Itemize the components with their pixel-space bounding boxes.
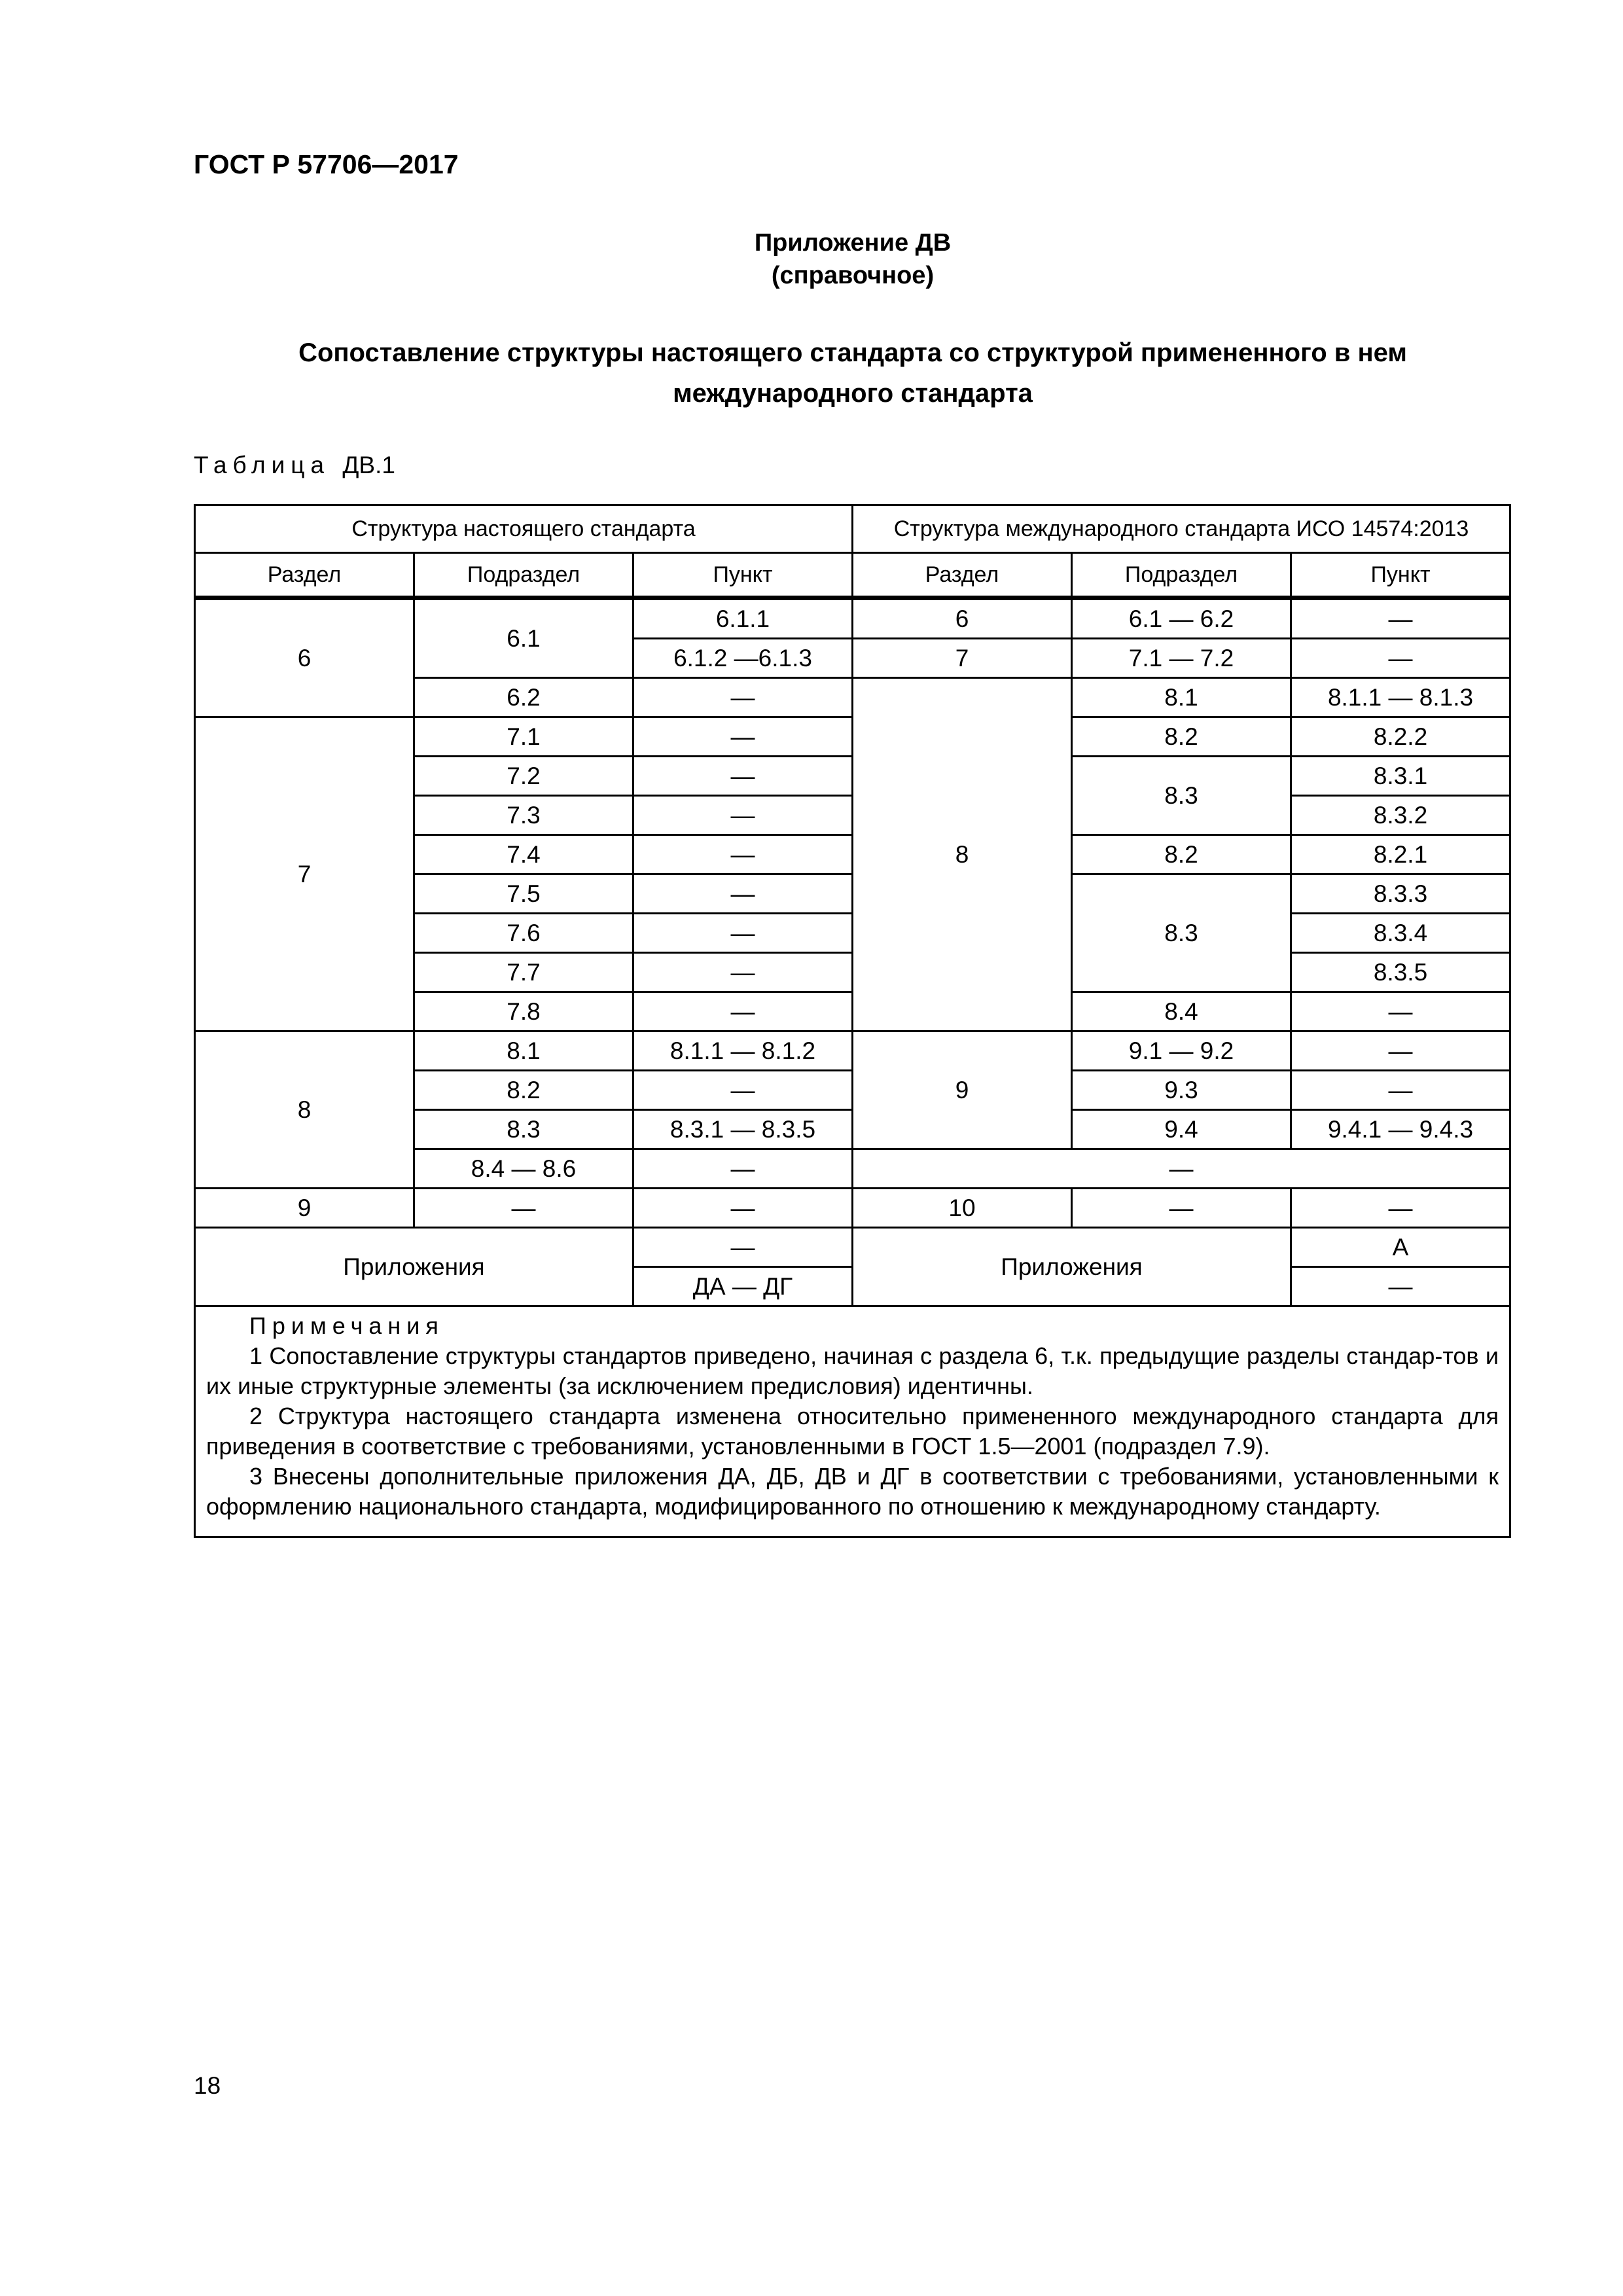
table-cell: 8.3.2 [1291, 796, 1510, 835]
table-group-header-row [195, 505, 1510, 553]
table-cell: — [1291, 598, 1510, 639]
main-title [194, 332, 1512, 414]
table-cell: 8.3.5 [1291, 953, 1510, 992]
table-row [195, 1228, 1510, 1267]
table-cell: — [1072, 1189, 1291, 1228]
table-cell: Приложения [853, 1228, 1291, 1306]
table-cell: 7 [195, 717, 414, 1031]
table-cell: 8.3.4 [1291, 914, 1510, 953]
table-cell: — [633, 874, 853, 914]
table-row [195, 1189, 1510, 1228]
table-cell: — [633, 835, 853, 874]
column-header: Подраздел [1072, 553, 1291, 598]
table-cell: — [633, 914, 853, 953]
table-cell: 8.2 [1072, 835, 1291, 874]
table-cell: 8.4 [1072, 992, 1291, 1031]
annex-heading [194, 226, 1512, 292]
table-cell: 8.1.1 — 8.1.3 [1291, 678, 1510, 717]
table-cell: 6.1 [414, 598, 633, 678]
table-cell: — [1291, 992, 1510, 1031]
table-cell: 8.2 [1072, 717, 1291, 757]
table-cell: 8 [195, 1031, 414, 1189]
table-cell: 8.1.1 — 8.1.2 [633, 1031, 853, 1071]
table-cell: — [1291, 1189, 1510, 1228]
table-cell: — [633, 1149, 853, 1189]
annex-title: Приложение ДВ [754, 229, 952, 257]
main-title-line-2: международного стандарта [673, 379, 1033, 408]
table-cell: — [633, 1071, 853, 1110]
table-cell: 8.2.2 [1291, 717, 1510, 757]
table-cell: 6.1 — 6.2 [1072, 598, 1291, 639]
table-cell: 8.1 [1072, 678, 1291, 717]
table-cell: — [1291, 1071, 1510, 1110]
table-cell: 7 [853, 639, 1072, 678]
table-cell: — [633, 717, 853, 757]
column-header: Пункт [633, 553, 853, 598]
table-cell: 7.6 [414, 914, 633, 953]
table-cell: 8.3.1 — 8.3.5 [633, 1110, 853, 1149]
table-cell: — [414, 1189, 633, 1228]
table-cell: — [1291, 639, 1510, 678]
table-cell: 9.1 — 9.2 [1072, 1031, 1291, 1071]
table-cell: 8.3 [1072, 757, 1291, 835]
table-cell: 7.4 [414, 835, 633, 874]
group-header-international: Структура международного стандарта ИСО 14574:2013 [853, 505, 1510, 553]
note-2: 2 Структура настоящего стандарта изменена относительно примененного международного стандарта для приведения в соответствие с требованиями, установленными в ГОСТ 1.5—2001 (подраздел 7.9). [206, 1403, 1499, 1460]
table-cell: 8.3.3 [1291, 874, 1510, 914]
table-caption [194, 452, 395, 479]
table-cell: 7.8 [414, 992, 633, 1031]
note-1: 1 Сопоставление структуры стандартов приведено, начиная с раздела 6, т.к. предыдущие разделы стандар-тов и их иные структурные элементы (за исключением предисловия) идентичны. [206, 1342, 1499, 1399]
table-cell: 9.3 [1072, 1071, 1291, 1110]
table-cell: 9.4.1 — 9.4.3 [1291, 1110, 1510, 1149]
table-cell: — [633, 1189, 853, 1228]
table-notes-row [195, 1306, 1510, 1537]
document-code: ГОСТ Р 57706—2017 [194, 149, 459, 179]
table-caption-number: ДВ.1 [342, 452, 395, 478]
table-cell: 8.4 — 8.6 [414, 1149, 633, 1189]
table-cell: 6 [853, 598, 1072, 639]
table-cell: 6.1.2 —6.1.3 [633, 639, 853, 678]
table-cell: 8.3.1 [1291, 757, 1510, 796]
table-cell: 7.7 [414, 953, 633, 992]
table-notes [195, 1306, 1510, 1537]
table-cell: 8.2.1 [1291, 835, 1510, 874]
table-cell: — [633, 1228, 853, 1267]
table-cell: 8.1 [414, 1031, 633, 1071]
table-cell: 8 [853, 678, 1072, 1031]
page-number: 18 [194, 2072, 221, 2099]
table-cell: 7.1 — 7.2 [1072, 639, 1291, 678]
table-cell: 8.3 [414, 1110, 633, 1149]
table-cell: — [1291, 1031, 1510, 1071]
annex-type: (справочное) [771, 262, 935, 289]
table-cell: 9 [853, 1031, 1072, 1149]
table-cell: 9 [195, 1189, 414, 1228]
table-cell: — [853, 1149, 1510, 1189]
table-cell: 6.2 [414, 678, 633, 717]
column-header: Пункт [1291, 553, 1510, 598]
notes-heading: Примечания [249, 1312, 444, 1339]
table-row [195, 1031, 1510, 1071]
table-caption-prefix: Таблица [194, 452, 330, 478]
table-column-header-row [195, 553, 1510, 598]
table-cell: 10 [853, 1189, 1072, 1228]
table-cell: 8.2 [414, 1071, 633, 1110]
table-cell: — [633, 796, 853, 835]
column-header: Подраздел [414, 553, 633, 598]
column-header: Раздел [195, 553, 414, 598]
table-cell: 7.2 [414, 757, 633, 796]
table-cell: — [633, 678, 853, 717]
table-cell: Приложения [195, 1228, 633, 1306]
comparison-table [194, 504, 1511, 1538]
table-cell: 7.3 [414, 796, 633, 835]
table-cell: — [633, 757, 853, 796]
column-header: Раздел [853, 553, 1072, 598]
table-cell: 7.5 [414, 874, 633, 914]
group-header-national: Структура настоящего стандарта [195, 505, 853, 553]
table-cell: ДА — ДГ [633, 1267, 853, 1306]
table-cell: 9.4 [1072, 1110, 1291, 1149]
table-row [195, 598, 1510, 639]
table-cell: 6 [195, 598, 414, 717]
table-cell: — [1291, 1267, 1510, 1306]
table-cell: 7.1 [414, 717, 633, 757]
table-cell: 8.3 [1072, 874, 1291, 992]
table-cell: — [633, 953, 853, 992]
table-cell: — [633, 992, 853, 1031]
table-cell: А [1291, 1228, 1510, 1267]
main-title-line-1: Сопоставление структуры настоящего стандарта со структурой примененного в нем [298, 338, 1407, 367]
note-3: 3 Внесены дополнительные приложения ДА, ДБ, ДВ и ДГ в соответствии с требованиями, установленными к оформлению национального стандарта, модифицированного по отношению к международному стандарту. [206, 1463, 1499, 1520]
table-cell: 6.1.1 [633, 598, 853, 639]
